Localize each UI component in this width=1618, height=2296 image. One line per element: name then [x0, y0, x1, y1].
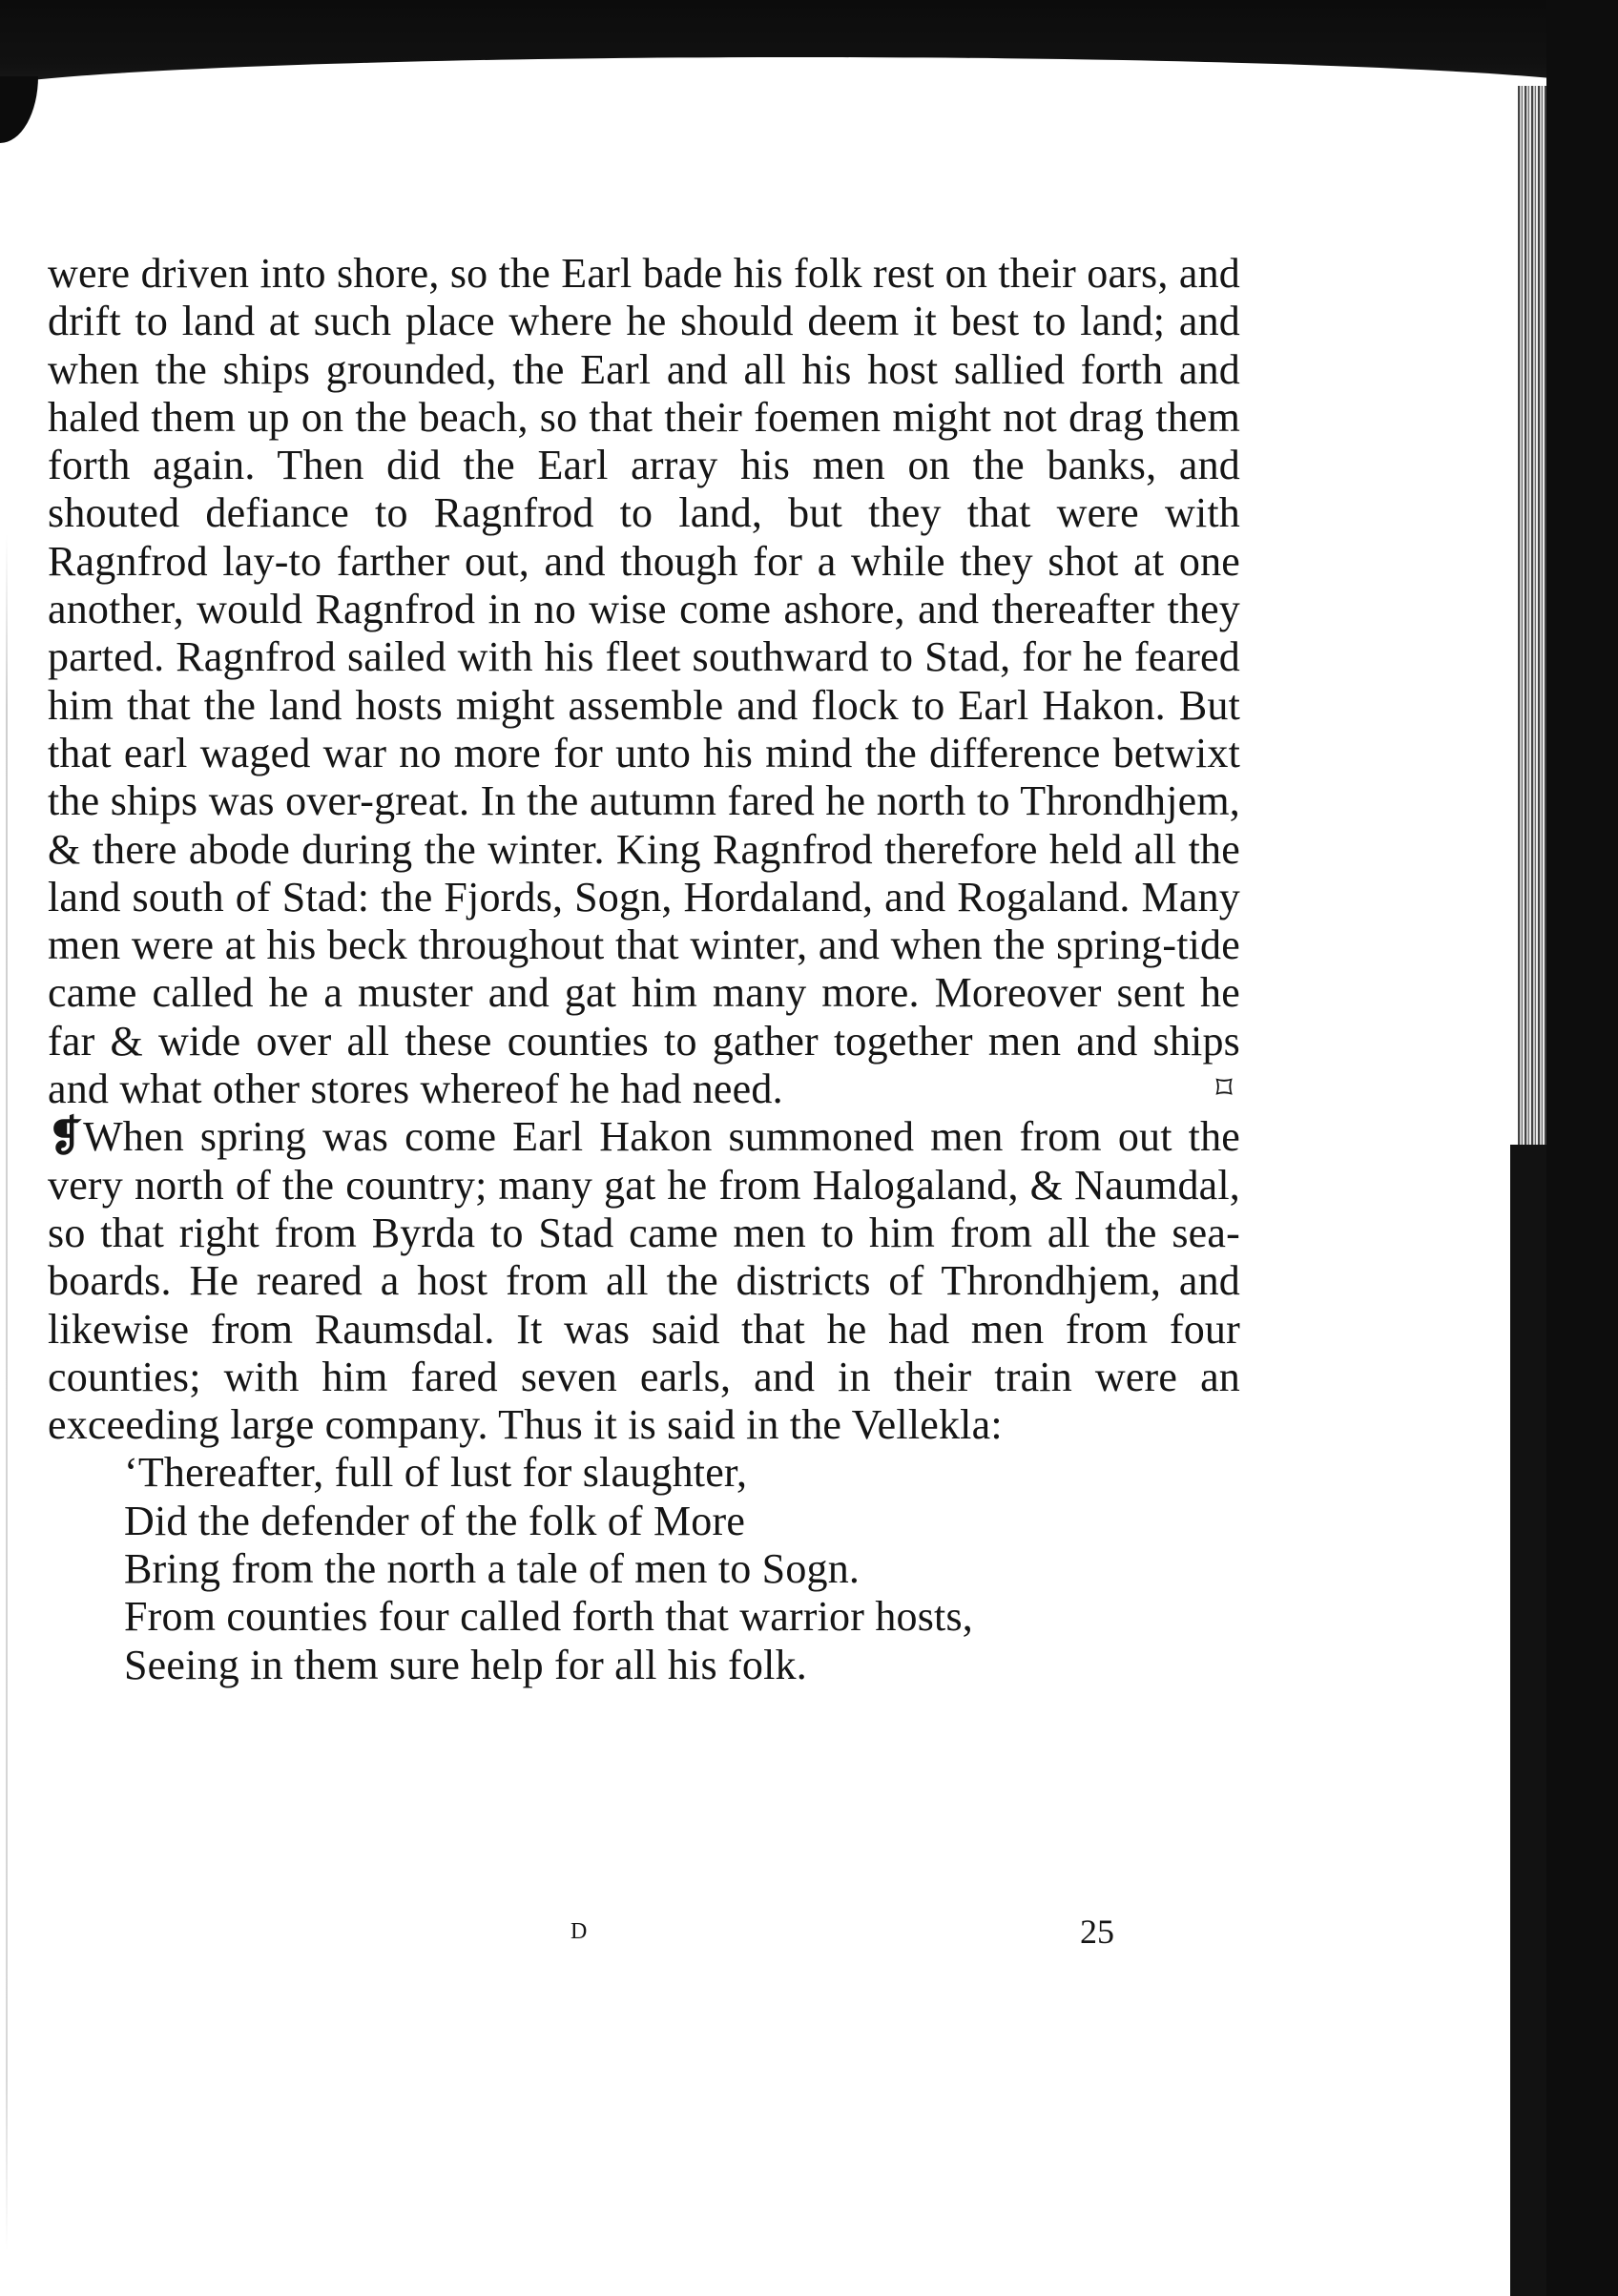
paragraph-2-text: When spring was come Earl Hakon summoned men from out the very north of the country; many gat he from Halogaland, & Naumdal, so that right from Byrda to Stad came men to him from all the sea-boards. He reared a host from all the districts of Throndhjem, and likewise from Raumsdal. It was said that he had men from four counties; with him fared seven earls, and in their train were an exceeding large company. Thus it is said in the Vellekla:	[48, 1113, 1240, 1449]
section-end-mark: ⌑	[1215, 1071, 1233, 1107]
prose-block	[48, 250, 1240, 1449]
page-top-curve	[0, 57, 1618, 172]
page-footer	[0, 1908, 1618, 1955]
paragraph-1	[48, 250, 1240, 1113]
margin-line	[6, 534, 8, 2251]
paragraph-1-text: were driven into shore, so the Earl bade his folk rest on their oars, and drift to land at such place where he should deem it best to land; and when the ships grounded, the Earl and all his host sallied forth and haled them up on the beach, so that their foemen might not drag them forth again. Then did the Earl array his men on the banks, and shouted defiance to Ragnfrod to land, but they that were with Ragnfrod lay-to farther out, and though for a while they shot at one another, would Ragnfrod in no wise come ashore, and thereafter they parted. Ragnfrod sailed with his fleet southward to Stad, for he feared him that the land hosts might assemble and flock to Earl Hakon. But that earl waged war no more for unto his mind the difference betwixt the ships was over-great. In the autumn fared he north to Throndhjem, & there abode during the winter. King Ragnfrod therefore held all the land south of Stad: the Fjords, Sogn, Hordaland, and Rogaland. Many men were at his beck throughout that winter, and when the spring-tide came called he a muster and gat him many more. Moreover sent he far & wide over all these counties to gather together men and ships and what other stores whereof he had need.	[48, 250, 1240, 1113]
page-number: 25	[1080, 1913, 1114, 1951]
verse-line: Did the defender of the folk of More	[124, 1497, 746, 1544]
binding-shadow	[1510, 1145, 1546, 2296]
signature-mark: D	[570, 1919, 589, 1944]
verse-line: Seeing in them sure help for all his folk.	[124, 1641, 807, 1688]
page-body	[48, 250, 1240, 1689]
verse-line: ‘Thereafter, full of lust for slaughter,	[124, 1449, 748, 1497]
pilcrow-icon: ❡	[48, 1113, 84, 1161]
paragraph-2	[48, 1113, 1240, 1449]
verse-block	[48, 1449, 1240, 1688]
verse-line: From counties four called forth that warrior hosts,	[124, 1593, 973, 1641]
verse-line: Bring from the north a tale of men to Sogn.	[124, 1545, 861, 1593]
